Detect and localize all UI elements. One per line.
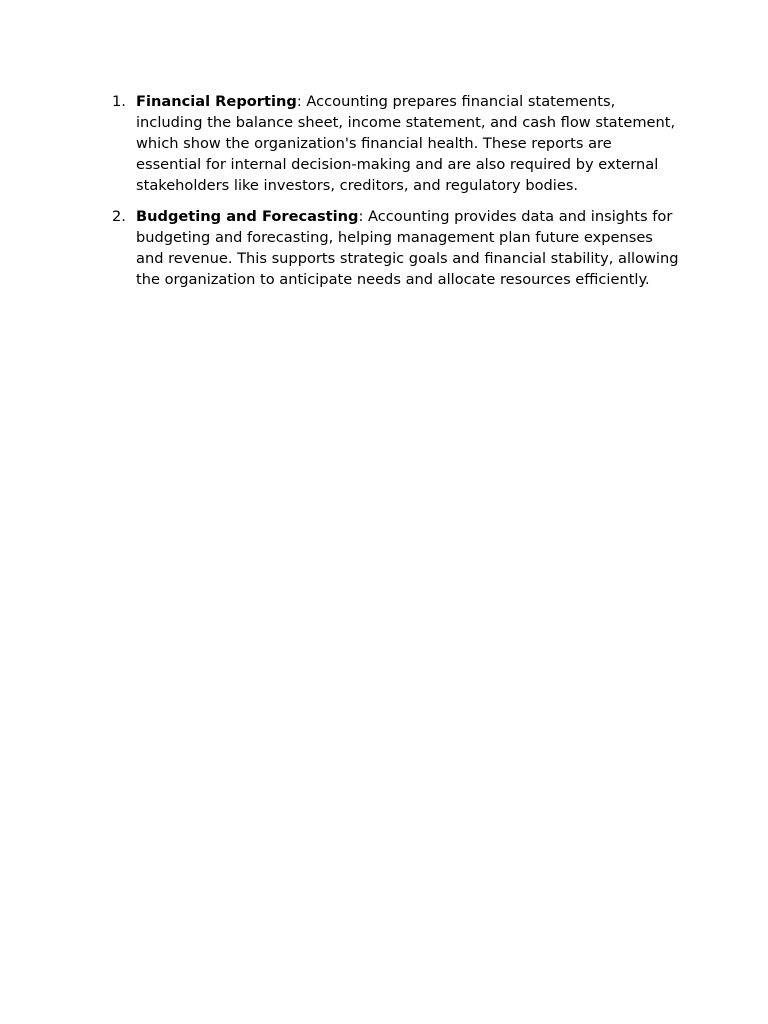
list-item-number: 1. — [112, 93, 126, 110]
numbered-list — [112, 91, 680, 300]
list-item-text: : Accounting provides data and insights for budgeting and forecasting, helping management plan future expenses and revenue. This supports strategic goals and financial stability, allowing the organization to anticipate needs and allocate resources efficiently. — [136, 208, 679, 288]
list-item-text: : Accounting prepares financial statements, including the balance sheet, income statement, and cash flow statement, which show the organization's financial health. These reports are essential for internal decision-making and are also required by external stakeholders like investors, creditors, and regulatory bodies. — [136, 93, 676, 194]
list-item-term: Financial Reporting — [136, 93, 297, 110]
list-item-body — [136, 206, 680, 290]
list-item-term: Budgeting and Forecasting — [136, 208, 359, 225]
list-item-body — [136, 91, 680, 196]
list-item — [112, 91, 680, 196]
list-item — [112, 206, 680, 290]
list-item-number: 2. — [112, 208, 126, 225]
